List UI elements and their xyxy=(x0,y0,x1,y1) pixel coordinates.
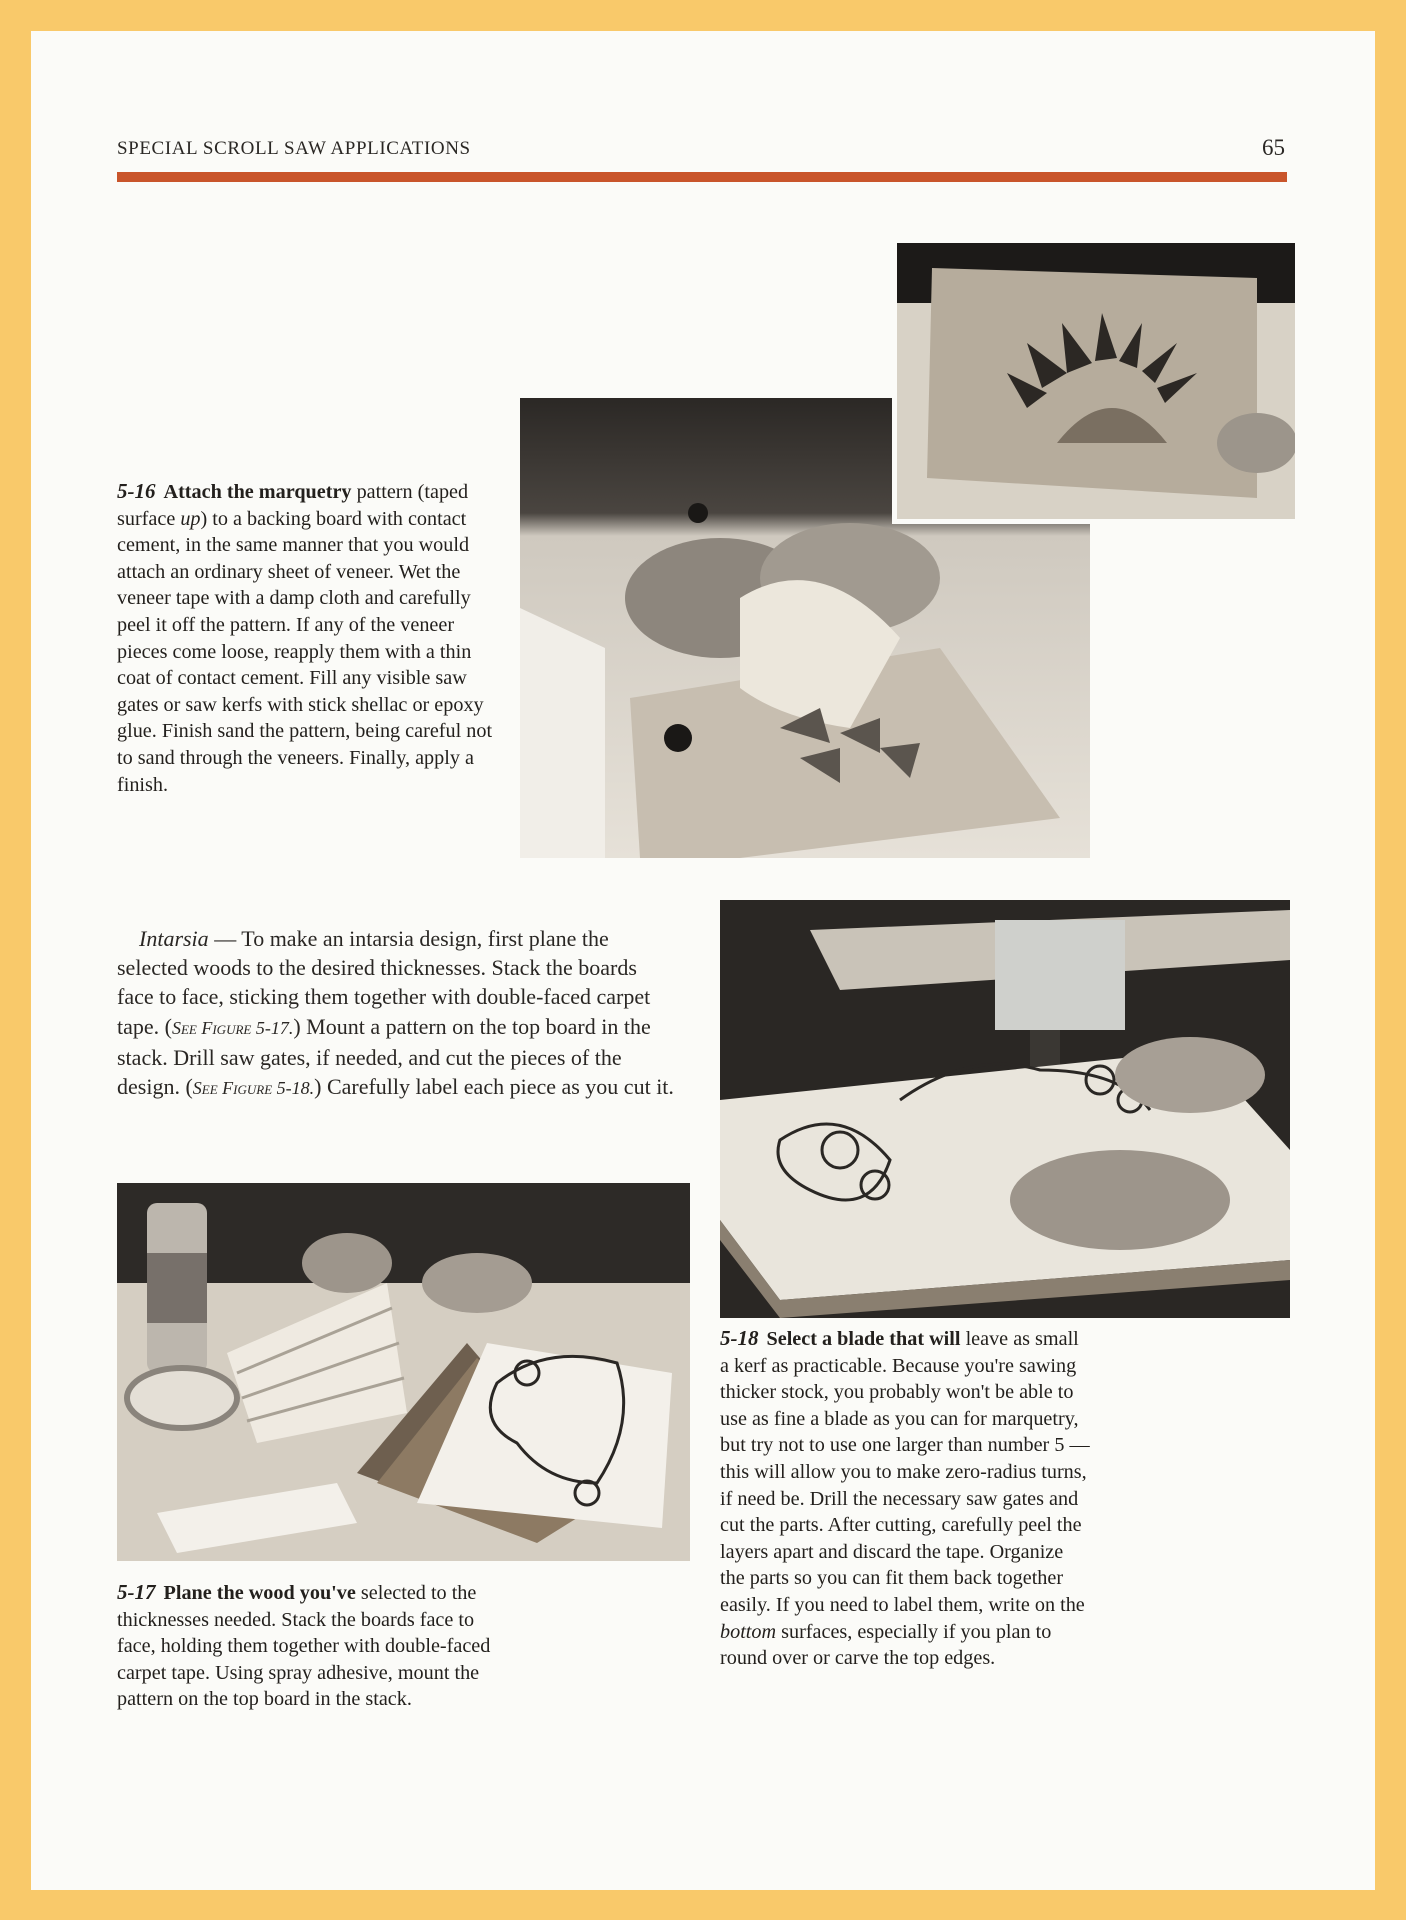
page-number: 65 xyxy=(1262,135,1285,160)
caption-text: selected to the thicknesses needed. Stack the boards face to face, holding them together with double-faced carpet tape. Using spray adhesive, mount the pattern on the top board in the stack. xyxy=(117,1582,491,1711)
caption-text-emphasis: bottom xyxy=(720,1620,777,1643)
body-paragraph-intarsia xyxy=(117,924,677,1103)
caption-5-16 xyxy=(117,478,502,798)
caption-title: Attach the marquetry xyxy=(163,481,352,503)
figure-reference: See Figure 5-17. xyxy=(171,1017,294,1038)
photo-5-17-stacked-boards xyxy=(117,1183,690,1561)
body-text: ) Mount a pattern on the top board in the stack. Drill saw gates, if needed, and cut the pieces of the design. ( xyxy=(117,1013,651,1100)
header-rule xyxy=(117,172,1287,182)
body-text: ) Carefully label each piece as you cut it. xyxy=(314,1074,674,1100)
caption-5-18 xyxy=(720,1325,1090,1672)
body-text: — To make an intarsia design, first plane the selected woods to the desired thicknesses. Stack the boards face to face, sticking them together with double-faced carpet tape. ( xyxy=(117,926,651,1039)
caption-5-17 xyxy=(117,1579,517,1713)
caption-text: pattern (taped surface xyxy=(117,481,469,530)
photo-5-16-finished-marquetry xyxy=(892,243,1295,524)
photo-5-18-scroll-saw-cutting xyxy=(720,900,1290,1318)
caption-number: 5-18 xyxy=(720,1326,759,1350)
caption-text: surfaces, especially if you plan to round over or carve the top edges. xyxy=(720,1620,1052,1670)
body-lead: Intarsia xyxy=(139,926,209,951)
caption-text: leave as small a kerf as practicable. Because you're sawing thicker stock, you probably won't be able to use as fine a blade as you can for marquetry, but try not to use one larger than number 5 — this will allow you to make zero-radius turns, if need be. Drill the necessary saw gates and cut the parts. After cutting, carefully peel the layers apart and discard the tape. Organize the parts so you can fit them back together easily. If you need to label them, write on the xyxy=(720,1328,1090,1616)
caption-number: 5-16 xyxy=(117,479,156,503)
caption-title: Select a blade that will xyxy=(766,1328,961,1350)
book-page xyxy=(31,31,1375,1890)
figure-reference: See Figure 5-18. xyxy=(192,1078,315,1099)
caption-title: Plane the wood you've xyxy=(163,1582,356,1604)
caption-number: 5-17 xyxy=(117,1580,156,1604)
caption-text-emphasis: up xyxy=(180,507,201,530)
caption-text: ) to a backing board with contact cement, in the same manner that you would attach an ordinary sheet of veneer. Wet the veneer tape with a damp cloth and carefully peel it off the pattern. If any of the veneer pieces come loose, reapply them with a thin coat of contact cement. Fill any visible saw gates or saw kerfs with stick shellac or epoxy glue. Finish sand the pattern, being careful not to sand through the veneers. Finally, apply a finish. xyxy=(117,507,493,796)
running-head: SPECIAL SCROLL SAW APPLICATIONS xyxy=(117,138,471,159)
